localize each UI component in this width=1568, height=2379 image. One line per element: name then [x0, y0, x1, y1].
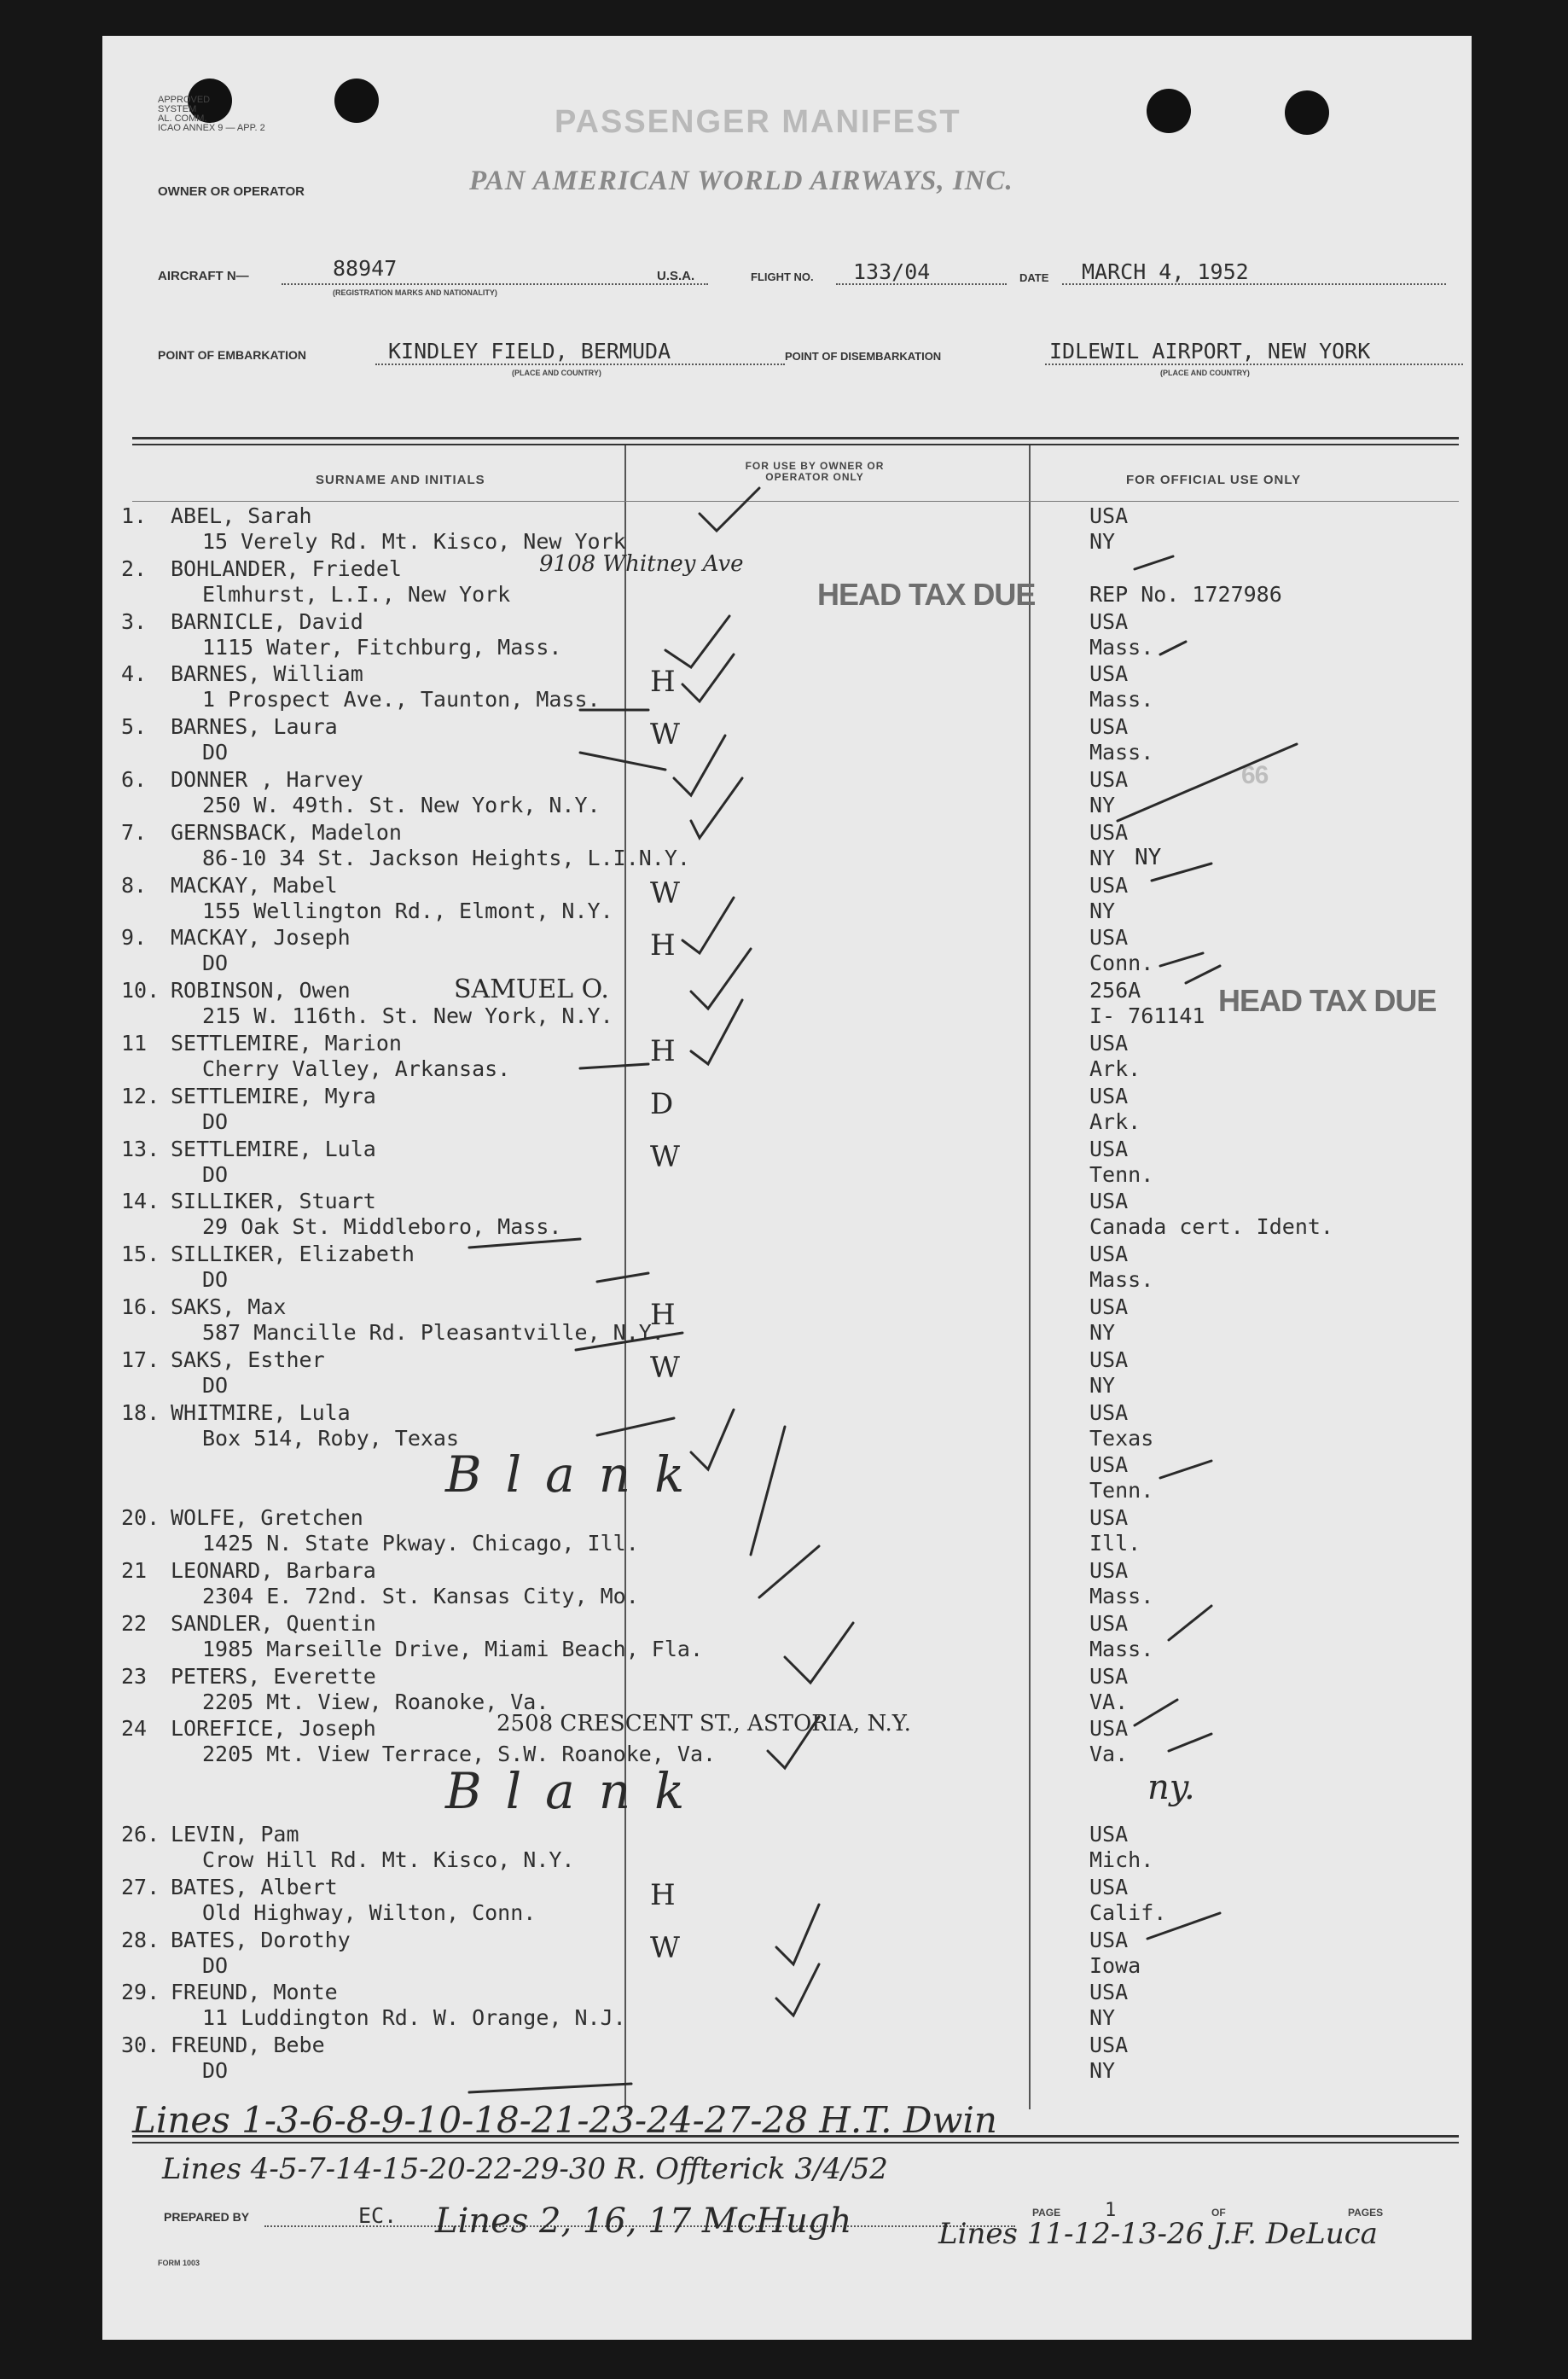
- handwritten-annotation: W: [650, 875, 680, 910]
- passenger-name: WHITMIRE, Lula: [171, 1399, 351, 1425]
- passenger-number: 18.: [121, 1399, 160, 1425]
- passenger-entry: [121, 1294, 1128, 1347]
- passenger-entry: [121, 1083, 1141, 1137]
- passenger-name: SILLIKER, Elizabeth: [171, 1242, 415, 1267]
- passenger-entry: [121, 2033, 1128, 2085]
- disembark-place-note: (PLACE AND COUNTRY): [1160, 369, 1250, 377]
- official-nationality: USA: [1089, 503, 1129, 528]
- passenger-entry: [121, 1711, 1129, 1769]
- passenger-name: ROBINSON, Owen: [171, 978, 351, 1003]
- official-residence: Texas: [1089, 1425, 1154, 1451]
- approval-note: [158, 96, 265, 133]
- handwritten-annotation: W: [650, 1350, 680, 1385]
- passenger-entry: [121, 1980, 1128, 2033]
- official-nationality: USA: [1089, 1558, 1129, 1583]
- passenger-number: 30.: [121, 2033, 160, 2058]
- passenger-address: 2205 Mt. View Terrace, S.W. Roanoke, Va.: [202, 1742, 717, 1767]
- passenger-address: DO: [202, 1108, 229, 1134]
- passenger-name: MACKAY, Mabel: [171, 872, 338, 898]
- handwritten-annotation: Blank: [445, 1445, 709, 1504]
- approval-line: ICAO ANNEX 9 — APP. 2: [158, 123, 265, 133]
- passenger-address: 250 W. 49th. St. New York, N.Y.: [202, 793, 601, 817]
- handwritten-lines-2: Lines 4-5-7-14-15-20-22-29-30 R. Offterick 3/4/52: [162, 2152, 888, 2186]
- flight-number: 133/04: [853, 259, 931, 284]
- passenger-name: LEONARD, Barbara: [171, 1558, 376, 1583]
- passenger-name: SANDLER, Quentin: [171, 1610, 376, 1636]
- header-owner-use: FOR USE BY OWNER OR OPERATOR ONLY: [745, 460, 885, 483]
- passenger-name: BOHLANDER, Friedel: [171, 555, 402, 581]
- passenger-number: 1.: [121, 503, 148, 528]
- passenger-entry: [121, 1558, 1154, 1611]
- passenger-entry: [121, 661, 1154, 714]
- official-residence: NY: [1089, 2058, 1116, 2084]
- passenger-entry: [121, 1242, 1154, 1294]
- handwritten-lines-1: Lines 1-3-6-8-9-10-18-21-23-24-27-28 H.T. Dwin: [132, 2099, 997, 2141]
- official-residence: REP No. 1727986: [1089, 581, 1282, 607]
- passenger-entry: [121, 608, 1154, 662]
- handwritten-ny: NY: [1135, 845, 1162, 870]
- table-top-rule: [132, 437, 1459, 439]
- passenger-entry: [121, 1505, 1141, 1558]
- passenger-name: PETERS, Everette: [171, 1663, 376, 1689]
- embark-place-note: (PLACE AND COUNTRY): [512, 369, 601, 377]
- page-number: 1: [1105, 2200, 1117, 2221]
- official-nationality: USA: [1089, 1294, 1129, 1319]
- official-residence: Tenn.: [1089, 1161, 1154, 1187]
- passenger-entry: [121, 1822, 1154, 1875]
- passenger-number: 13.: [121, 1136, 160, 1161]
- head-tax-stamp: HEAD TAX DUE: [817, 577, 1036, 612]
- punch-hole-right-2: [1285, 90, 1329, 135]
- official-residence: Mass.: [1089, 1584, 1154, 1608]
- approval-line: APPROVED: [158, 95, 211, 105]
- handwritten-annotation: W: [650, 1930, 680, 1965]
- passenger-address: Crow Hill Rd. Mt. Kisco, N.Y.: [202, 1847, 575, 1872]
- passenger-number: 21: [121, 1558, 148, 1583]
- passenger-number: 6.: [121, 767, 148, 792]
- official-residence: NY: [1089, 898, 1116, 923]
- passenger-address: 1 Prospect Ave., Taunton, Mass.: [202, 687, 601, 713]
- passenger-entry: [121, 1347, 1128, 1400]
- official-nationality: USA: [1089, 661, 1129, 687]
- passenger-entry: [121, 873, 1128, 926]
- passenger-entry: [121, 1445, 1154, 1505]
- passenger-address: 29 Oak St. Middleboro, Mass.: [202, 1214, 562, 1240]
- passenger-name: BATES, Dorothy: [171, 1927, 351, 1952]
- official-residence: Va.: [1089, 1742, 1129, 1767]
- form-title: PASSENGER MANIFEST: [555, 104, 961, 140]
- official-residence: Ill.: [1089, 1531, 1141, 1556]
- official-residence: Conn.: [1089, 951, 1154, 976]
- handwritten-annotation: H: [650, 1298, 676, 1332]
- form-code: FORM 1003: [158, 2259, 200, 2267]
- passenger-address: DO: [202, 1372, 229, 1398]
- handwritten-annotation: Blank: [445, 1762, 709, 1821]
- handwritten-annotation: H: [650, 665, 676, 700]
- passenger-number: 29.: [121, 1980, 160, 2005]
- of-label: OF: [1211, 2207, 1226, 2219]
- aircraft-number: 88947: [333, 256, 398, 281]
- passenger-name: SETTLEMIRE, Marion: [171, 1031, 402, 1056]
- passenger-number: 10.: [121, 978, 160, 1003]
- official-residence: NY: [1089, 1320, 1116, 1345]
- handwritten-annotation: 2508 CRESCENT ST., ASTORIA, N.Y.: [497, 1711, 911, 1737]
- registration-note: (REGISTRATION MARKS AND NATIONALITY): [333, 288, 497, 297]
- official-residence: VA.: [1089, 1689, 1129, 1714]
- official-residence: Calif.: [1089, 1899, 1167, 1925]
- official-residence: Mass.: [1089, 740, 1154, 765]
- owner-label: OWNER OR OPERATOR: [158, 184, 305, 199]
- passenger-name: ABEL, Sarah: [171, 503, 312, 528]
- official-nationality: USA: [1089, 1452, 1129, 1478]
- disembarkation-label: POINT OF DISEMBARKATION: [785, 350, 942, 363]
- header-official-use: FOR OFFICIAL USE ONLY: [1126, 473, 1302, 487]
- prepared-by-label: PREPARED BY: [164, 2210, 250, 2224]
- passenger-number: 20.: [121, 1505, 160, 1531]
- handwritten-annotation: W: [650, 718, 680, 753]
- official-nationality: USA: [1089, 1399, 1129, 1425]
- passenger-entry: [121, 1762, 1128, 1822]
- passenger-number: 23: [121, 1663, 148, 1689]
- passenger-number: 12.: [121, 1083, 160, 1108]
- flight-label: FLIGHT NO.: [751, 270, 814, 283]
- official-residence: NY: [1089, 845, 1116, 870]
- official-residence: NY: [1089, 2005, 1116, 2031]
- passenger-number: 8.: [121, 872, 148, 898]
- passenger-address: 1985 Marseille Drive, Miami Beach, Fla.: [202, 1636, 703, 1661]
- flight-date: MARCH 4, 1952: [1082, 259, 1249, 284]
- footer-rule-2: [132, 2142, 1459, 2143]
- handwritten-lines-4: Lines 11-12-13-26 J.F. DeLuca: [938, 2217, 1378, 2251]
- passenger-number: 5.: [121, 714, 148, 740]
- passenger-number: 24: [121, 1716, 148, 1742]
- passenger-number: 2.: [121, 555, 148, 581]
- official-nationality: USA: [1089, 1716, 1129, 1742]
- passenger-name: FREUND, Monte: [171, 1980, 338, 2005]
- passenger-name: DONNER , Harvey: [171, 767, 363, 792]
- official-residence: Mass.: [1089, 1267, 1154, 1293]
- passenger-address: 155 Wellington Rd., Elmont, N.Y.: [202, 898, 613, 923]
- punch-hole-right-1: [1147, 89, 1191, 133]
- handwritten-annotation: H: [650, 1034, 676, 1068]
- passenger-address: DO: [202, 740, 229, 765]
- prepared-by: EC.: [358, 2203, 398, 2228]
- handwritten-annotation: 9108 Whitney Ave: [539, 550, 744, 577]
- passenger-name: BATES, Albert: [171, 1874, 338, 1899]
- passenger-entry: [121, 925, 1154, 978]
- passenger-number: 22: [121, 1610, 148, 1636]
- passenger-entry: [121, 1874, 1167, 1928]
- passenger-entry: [121, 1189, 1333, 1242]
- official-residence: NY: [1089, 793, 1116, 817]
- passenger-number: 14.: [121, 1189, 160, 1214]
- passenger-name: SETTLEMIRE, Myra: [171, 1083, 376, 1108]
- official-nationality: USA: [1089, 1610, 1129, 1636]
- passenger-name: SAKS, Esther: [171, 1347, 325, 1372]
- passenger-address: 1115 Water, Fitchburg, Mass.: [202, 634, 562, 660]
- head-tax-stamp: HEAD TAX DUE: [1218, 983, 1437, 1018]
- official-nationality: USA: [1089, 1242, 1129, 1267]
- handwritten-annotation: H: [650, 928, 676, 963]
- official-nationality: USA: [1089, 1083, 1129, 1108]
- official-nationality: USA: [1089, 1505, 1129, 1531]
- approval-line: SYSTEM: [158, 104, 197, 114]
- passenger-name: SILLIKER, Stuart: [171, 1189, 376, 1214]
- passenger-number: 27.: [121, 1874, 160, 1899]
- passenger-number: 11: [121, 1031, 148, 1056]
- passenger-name: LOREFICE, Joseph: [171, 1716, 376, 1742]
- official-nationality: USA: [1089, 819, 1129, 845]
- passenger-name: LEVIN, Pam: [171, 1822, 299, 1847]
- passenger-number: 15.: [121, 1242, 160, 1267]
- passenger-address: 1425 N. State Pkway. Chicago, Ill.: [202, 1531, 639, 1556]
- official-nationality: USA: [1089, 1136, 1129, 1161]
- header-surname: SURNAME AND INITIALS: [316, 473, 485, 487]
- passenger-address: 15 Verely Rd. Mt. Kisco, New York: [202, 529, 626, 554]
- passenger-entry: [121, 1031, 1141, 1084]
- official-residence: Tenn.: [1089, 1478, 1154, 1504]
- passenger-name: SAKS, Max: [171, 1294, 287, 1319]
- passenger-name: BARNICLE, David: [171, 608, 363, 634]
- passenger-address: DO: [202, 1161, 229, 1187]
- passenger-entry: [121, 974, 1205, 1031]
- official-residence: Ark.: [1089, 1108, 1141, 1134]
- official-residence: Canada cert. Ident.: [1089, 1214, 1333, 1240]
- official-residence: NY: [1089, 529, 1116, 554]
- passenger-address: Cherry Valley, Arkansas.: [202, 1056, 511, 1081]
- official-residence: I- 761141: [1089, 1003, 1205, 1029]
- pages-label: PAGES: [1348, 2207, 1384, 2219]
- official-nationality: USA: [1089, 1031, 1129, 1056]
- passenger-entry: [121, 767, 1128, 820]
- passenger-name: BARNES, Laura: [171, 714, 338, 740]
- passenger-address: 215 W. 116th. St. New York, N.Y.: [202, 1003, 613, 1029]
- passenger-entry: [121, 1610, 1154, 1664]
- official-residence: Ark.: [1089, 1056, 1141, 1081]
- official-nationality: USA: [1089, 767, 1129, 792]
- passenger-address: DO: [202, 1267, 229, 1293]
- passenger-number: 16.: [121, 1294, 160, 1319]
- passenger-number: 9.: [121, 925, 148, 951]
- handwritten-annotation: W: [650, 1139, 680, 1174]
- page-label: PAGE: [1032, 2207, 1061, 2219]
- passenger-address: DO: [202, 1952, 229, 1978]
- passenger-entry: [121, 714, 1154, 767]
- passenger-entry: [121, 1664, 1128, 1717]
- passenger-entry: [121, 820, 1128, 873]
- passenger-name: WOLFE, Gretchen: [171, 1505, 363, 1531]
- passenger-entry: [121, 550, 1282, 609]
- handwritten-annotation: D: [650, 1086, 674, 1121]
- aircraft-label: AIRCRAFT N—: [158, 269, 249, 283]
- official-residence: Mass.: [1089, 687, 1154, 713]
- passenger-address: Elmhurst, L.I., New York: [202, 581, 511, 607]
- passenger-name: GERNSBACK, Madelon: [171, 819, 402, 845]
- official-nationality: USA: [1089, 2033, 1129, 2058]
- passenger-address: Box 514, Roby, Texas: [202, 1425, 460, 1451]
- passenger-number: 4.: [121, 661, 148, 687]
- official-nationality: USA: [1089, 1189, 1129, 1214]
- passenger-name: SETTLEMIRE, Lula: [171, 1136, 376, 1161]
- passenger-number: 7.: [121, 819, 148, 845]
- official-nationality: USA: [1089, 608, 1129, 634]
- table-top-rule-2: [132, 444, 1459, 445]
- passenger-name: MACKAY, Joseph: [171, 925, 351, 951]
- official-nationality: 256A: [1089, 978, 1141, 1003]
- passenger-address: 11 Luddington Rd. W. Orange, N.J.: [202, 2005, 626, 2031]
- passenger-number: 17.: [121, 1347, 160, 1372]
- passenger-number: 26.: [121, 1822, 160, 1847]
- company-name: PAN AMERICAN WORLD AIRWAYS, INC.: [469, 166, 1013, 196]
- official-residence: Mass.: [1089, 1636, 1154, 1661]
- handwritten-ny-row24: ny.: [1147, 1768, 1195, 1807]
- official-nationality: USA: [1089, 714, 1129, 740]
- passenger-entry: [121, 1399, 1154, 1453]
- official-nationality: USA: [1089, 1927, 1129, 1952]
- passenger-address: 2205 Mt. View, Roanoke, Va.: [202, 1689, 549, 1714]
- passenger-number: 3.: [121, 608, 148, 634]
- official-residence: Mass.: [1089, 634, 1154, 660]
- passenger-address: DO: [202, 2058, 229, 2084]
- passenger-number: 28.: [121, 1927, 160, 1952]
- official-nationality: USA: [1089, 925, 1129, 951]
- handwritten-annotation: SAMUEL O.: [454, 974, 609, 1005]
- official-nationality: USA: [1089, 1874, 1129, 1899]
- passenger-address: 2304 E. 72nd. St. Kansas City, Mo.: [202, 1584, 639, 1608]
- handwritten-annotation: H: [650, 1877, 676, 1912]
- punch-hole-left-2: [334, 79, 379, 123]
- official-residence: NY: [1089, 1372, 1116, 1398]
- official-residence: Iowa: [1089, 1952, 1141, 1978]
- date-label: DATE: [1019, 271, 1049, 284]
- passenger-name: BARNES, William: [171, 661, 363, 687]
- passenger-name: FREUND, Bebe: [171, 2033, 325, 2058]
- passenger-entry: [121, 1927, 1141, 1981]
- approval-line: AL. COMM.: [158, 113, 207, 124]
- faint-number: 66: [1241, 761, 1269, 789]
- passenger-entry: [121, 1136, 1154, 1190]
- disembarkation-point: IDLEWIL AIRPORT, NEW YORK: [1049, 339, 1371, 364]
- passenger-address: DO: [202, 951, 229, 976]
- official-nationality: USA: [1089, 1822, 1129, 1847]
- official-residence: Mich.: [1089, 1847, 1154, 1872]
- passenger-address: Old Highway, Wilton, Conn.: [202, 1899, 537, 1925]
- embarkation-label: POINT OF EMBARKATION: [158, 348, 306, 362]
- official-nationality: USA: [1089, 872, 1129, 898]
- official-nationality: USA: [1089, 1347, 1129, 1372]
- passenger-address: 587 Mancille Rd. Pleasantville, N.Y.: [202, 1320, 665, 1345]
- official-nationality: USA: [1089, 1980, 1129, 2005]
- passenger-address: 86-10 34 St. Jackson Heights, L.I.N.Y.: [202, 845, 690, 870]
- usa-label: U.S.A.: [657, 269, 695, 283]
- header-rule: [132, 501, 1459, 502]
- official-nationality: USA: [1089, 1663, 1129, 1689]
- passenger-entry: [121, 503, 1128, 556]
- embarkation-point: KINDLEY FIELD, BERMUDA: [388, 339, 671, 364]
- manifest-sheet: [102, 36, 1472, 2340]
- handwritten-lines-3: Lines 2, 16, 17 McHugh: [435, 2202, 852, 2241]
